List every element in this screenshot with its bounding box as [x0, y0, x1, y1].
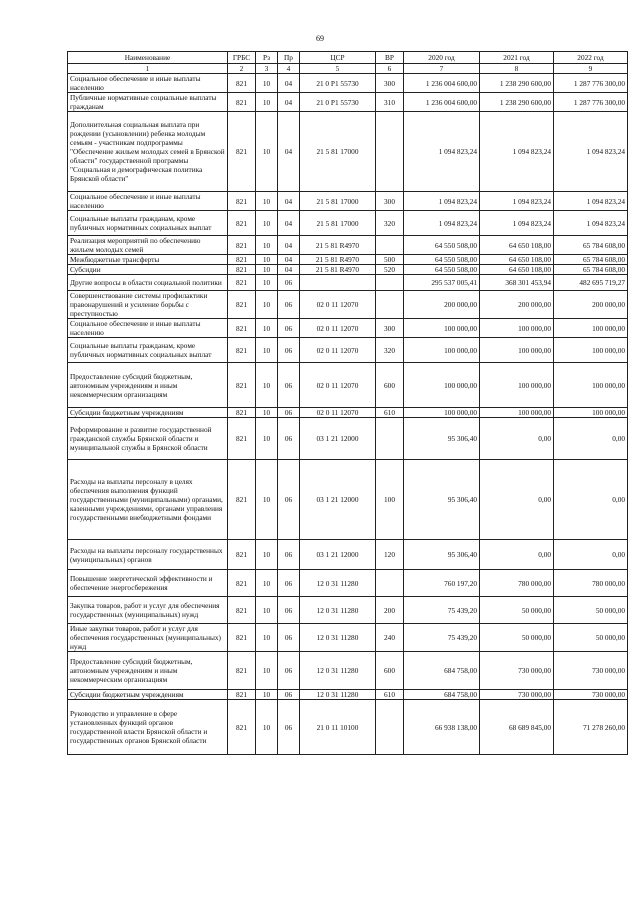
- col-pr-cell: 06: [278, 291, 300, 319]
- col-grbs-cell: 821: [228, 211, 256, 236]
- col-vr-cell: 240: [376, 624, 404, 652]
- col-2020-cell: 95 306,40: [404, 540, 480, 570]
- column-number: 3: [256, 64, 278, 74]
- col-pr-cell: 06: [278, 570, 300, 597]
- col-vr-cell: 600: [376, 652, 404, 690]
- col-pr-cell: 06: [278, 597, 300, 624]
- col-vr-cell: [376, 275, 404, 291]
- col-name-cell: Социальные выплаты гражданам, кроме публичных нормативных социальных выплат: [68, 211, 228, 236]
- col-2021-cell: 64 650 108,00: [480, 265, 554, 275]
- col-pr-cell: 06: [278, 690, 300, 700]
- col-name-cell: Социальное обеспечение и иные выплаты населению: [68, 74, 228, 93]
- col-2020-cell: 200 000,00: [404, 291, 480, 319]
- col-pr-cell: 04: [278, 211, 300, 236]
- col-2020-cell: 75 439,20: [404, 597, 480, 624]
- table-row: [68, 363, 628, 408]
- col-2022-cell: 730 000,00: [554, 690, 628, 700]
- col-2020-cell: 684 758,00: [404, 652, 480, 690]
- col-name-cell: Совершенствование системы профилактики правонарушений и усиление борьбы с преступностью: [68, 291, 228, 319]
- col-vr-cell: [376, 291, 404, 319]
- col-2021-cell: 0,00: [480, 540, 554, 570]
- col-2022-cell: 482 695 719,27: [554, 275, 628, 291]
- col-grbs-cell: 821: [228, 597, 256, 624]
- col-2020-cell: 66 938 138,00: [404, 700, 480, 755]
- table-row: [68, 418, 628, 460]
- col-2020-cell: 100 000,00: [404, 319, 480, 338]
- col-grbs-cell: 821: [228, 74, 256, 93]
- col-name-cell: Руководство и управление в сфере установленных функций органов государственной власти Брянской области и государственных органов Брянской области: [68, 700, 228, 755]
- col-csr-cell: 03 1 21 12000: [300, 460, 376, 540]
- col-csr-cell: 21 5 81 R4970: [300, 255, 376, 265]
- col-2020-cell: 64 550 508,00: [404, 265, 480, 275]
- col-vr-cell: 300: [376, 192, 404, 211]
- col-vr-cell: 610: [376, 690, 404, 700]
- col-grbs-cell: 821: [228, 460, 256, 540]
- col-name-cell: Социальное обеспечение и иные выплаты населению: [68, 192, 228, 211]
- table-row: [68, 275, 628, 291]
- col-2021-cell: 1 238 290 600,00: [480, 74, 554, 93]
- col-rz-cell: 10: [256, 363, 278, 408]
- col-2020-cell: 100 000,00: [404, 338, 480, 363]
- col-vr-cell: 320: [376, 211, 404, 236]
- col-name-cell: Субсидии бюджетным учреждениям: [68, 690, 228, 700]
- col-csr-cell: 12 0 31 11280: [300, 597, 376, 624]
- col-grbs-cell: 821: [228, 363, 256, 408]
- col-pr-cell: 04: [278, 255, 300, 265]
- col-2022-cell: 65 784 608,00: [554, 265, 628, 275]
- col-2020-cell: 1 094 823,24: [404, 211, 480, 236]
- col-vr-cell: [376, 236, 404, 255]
- table-row: [68, 291, 628, 319]
- col-rz-cell: 10: [256, 291, 278, 319]
- col-csr-cell: 21 5 81 17000: [300, 211, 376, 236]
- col-name-cell: Расходы на выплаты персоналу государственных (муниципальных) органов: [68, 540, 228, 570]
- col-2020-cell: 95 306,40: [404, 460, 480, 540]
- col-2020-cell: 684 758,00: [404, 690, 480, 700]
- col-vr-cell: [376, 570, 404, 597]
- column-number: 4: [278, 64, 300, 74]
- col-vr-cell: 520: [376, 265, 404, 275]
- table-row: [68, 255, 628, 265]
- col-csr-cell: 21 0 11 10100: [300, 700, 376, 755]
- col-2022-cell: 100 000,00: [554, 319, 628, 338]
- col-pr-cell: 04: [278, 192, 300, 211]
- col-2022-cell: 1 094 823,24: [554, 112, 628, 192]
- col-2022-cell: 1 094 823,24: [554, 211, 628, 236]
- col-2020-cell: 1 094 823,24: [404, 112, 480, 192]
- col-2020-cell: 100 000,00: [404, 408, 480, 418]
- col-2021-cell: 50 000,00: [480, 597, 554, 624]
- col-csr-cell: 02 0 11 12070: [300, 338, 376, 363]
- col-pr-cell: 06: [278, 338, 300, 363]
- col-vr-cell: 310: [376, 93, 404, 112]
- col-rz-cell: 10: [256, 74, 278, 93]
- col-rz-cell: 10: [256, 93, 278, 112]
- col-pr-cell: 06: [278, 275, 300, 291]
- col-pr-cell: 06: [278, 418, 300, 460]
- column-number: 9: [554, 64, 628, 74]
- col-csr-cell: 21 5 81 17000: [300, 192, 376, 211]
- col-2021-cell: 1 094 823,24: [480, 192, 554, 211]
- column-number: 8: [480, 64, 554, 74]
- col-pr-cell: 06: [278, 408, 300, 418]
- col-grbs-cell: 821: [228, 418, 256, 460]
- table-row: [68, 192, 628, 211]
- col-vr-cell: 120: [376, 540, 404, 570]
- col-rz-cell: 10: [256, 338, 278, 363]
- table-row: [68, 652, 628, 690]
- col-pr-cell: 04: [278, 74, 300, 93]
- col-vr-cell: 320: [376, 338, 404, 363]
- col-csr-cell: 21 5 81 R4970: [300, 236, 376, 255]
- col-rz-cell: 10: [256, 275, 278, 291]
- col-rz-cell: 10: [256, 624, 278, 652]
- col-2021-cell: 730 000,00: [480, 652, 554, 690]
- col-2021-cell: 100 000,00: [480, 319, 554, 338]
- col-2022-cell: 100 000,00: [554, 338, 628, 363]
- col-rz-cell: 10: [256, 418, 278, 460]
- col-2021-cell: 64 650 108,00: [480, 255, 554, 265]
- col-rz-cell: 10: [256, 540, 278, 570]
- col-pr-cell: 04: [278, 265, 300, 275]
- col-vr-cell: 600: [376, 363, 404, 408]
- col-name-cell: Дополнительная социальная выплата при рождении (усыновлении) ребенка молодым семьям - участникам подпрограммы "Обеспечение жильем молодых семей в Брянской области" государственной программы "Социальная и демографическая политика Брянской области": [68, 112, 228, 192]
- header-col-pr: Пр: [278, 52, 300, 64]
- col-2022-cell: 780 000,00: [554, 570, 628, 597]
- col-2022-cell: 100 000,00: [554, 363, 628, 408]
- col-csr-cell: 21 0 P1 55730: [300, 74, 376, 93]
- col-rz-cell: 10: [256, 460, 278, 540]
- col-pr-cell: 06: [278, 363, 300, 408]
- col-grbs-cell: 821: [228, 652, 256, 690]
- col-vr-cell: [376, 700, 404, 755]
- col-2020-cell: 295 537 005,41: [404, 275, 480, 291]
- column-number: 7: [404, 64, 480, 74]
- col-grbs-cell: 821: [228, 570, 256, 597]
- col-2022-cell: 65 784 608,00: [554, 236, 628, 255]
- col-name-cell: Реализация мероприятий по обеспечению жильем молодых семей: [68, 236, 228, 255]
- col-name-cell: Закупка товаров, работ и услуг для обеспечения государственных (муниципальных) нужд: [68, 597, 228, 624]
- col-2021-cell: 0,00: [480, 460, 554, 540]
- col-2020-cell: 100 000,00: [404, 363, 480, 408]
- col-2020-cell: 75 439,20: [404, 624, 480, 652]
- col-2022-cell: 200 000,00: [554, 291, 628, 319]
- col-grbs-cell: 821: [228, 319, 256, 338]
- table-row: [68, 74, 628, 93]
- col-csr-cell: 12 0 31 11280: [300, 570, 376, 597]
- col-csr-cell: 12 0 31 11280: [300, 652, 376, 690]
- col-name-cell: Другие вопросы в области социальной политики: [68, 275, 228, 291]
- col-grbs-cell: 821: [228, 408, 256, 418]
- col-rz-cell: 10: [256, 236, 278, 255]
- column-number: 6: [376, 64, 404, 74]
- col-rz-cell: 10: [256, 570, 278, 597]
- header-col-grbs: ГРБС: [228, 52, 256, 64]
- table-row: [68, 700, 628, 755]
- col-rz-cell: 10: [256, 690, 278, 700]
- table-row: [68, 597, 628, 624]
- col-2020-cell: 95 306,40: [404, 418, 480, 460]
- col-rz-cell: 10: [256, 255, 278, 265]
- col-name-cell: Расходы на выплаты персоналу в целях обеспечения выполнения функций государственными (муниципальными) органами, казенными учреждениями, органами управления государственными внебюджетными фондами: [68, 460, 228, 540]
- col-csr-cell: 02 0 11 12070: [300, 408, 376, 418]
- col-2021-cell: 780 000,00: [480, 570, 554, 597]
- col-2021-cell: 1 094 823,24: [480, 211, 554, 236]
- table-row: [68, 112, 628, 192]
- col-pr-cell: 06: [278, 319, 300, 338]
- col-2022-cell: 1 287 776 300,00: [554, 74, 628, 93]
- col-grbs-cell: 821: [228, 112, 256, 192]
- col-2020-cell: 64 550 508,00: [404, 236, 480, 255]
- table-row: [68, 460, 628, 540]
- col-2020-cell: 64 550 508,00: [404, 255, 480, 265]
- col-grbs-cell: 821: [228, 255, 256, 265]
- col-vr-cell: 500: [376, 255, 404, 265]
- col-2021-cell: 50 000,00: [480, 624, 554, 652]
- col-2021-cell: 1 238 290 600,00: [480, 93, 554, 112]
- col-2022-cell: 1 287 776 300,00: [554, 93, 628, 112]
- col-vr-cell: 100: [376, 460, 404, 540]
- col-pr-cell: 04: [278, 112, 300, 192]
- col-pr-cell: 06: [278, 540, 300, 570]
- col-2021-cell: 100 000,00: [480, 408, 554, 418]
- col-2022-cell: 730 000,00: [554, 652, 628, 690]
- header-row: [68, 52, 628, 64]
- col-csr-cell: 12 0 31 11280: [300, 690, 376, 700]
- col-2022-cell: 50 000,00: [554, 597, 628, 624]
- col-rz-cell: 10: [256, 408, 278, 418]
- budget-table: [67, 51, 628, 755]
- col-rz-cell: 10: [256, 211, 278, 236]
- header-col-csr: ЦСР: [300, 52, 376, 64]
- header-col-name: Наименование: [68, 52, 228, 64]
- col-grbs-cell: 821: [228, 624, 256, 652]
- col-2022-cell: 100 000,00: [554, 408, 628, 418]
- table-row: [68, 211, 628, 236]
- col-2021-cell: 730 000,00: [480, 690, 554, 700]
- col-pr-cell: 06: [278, 460, 300, 540]
- col-grbs-cell: 821: [228, 700, 256, 755]
- header-col-2022: 2022 год: [554, 52, 628, 64]
- col-csr-cell: 21 5 81 17000: [300, 112, 376, 192]
- table-row: [68, 570, 628, 597]
- col-grbs-cell: 821: [228, 690, 256, 700]
- col-csr-cell: [300, 275, 376, 291]
- col-csr-cell: 21 0 P1 55730: [300, 93, 376, 112]
- col-rz-cell: 10: [256, 319, 278, 338]
- column-number: 1: [68, 64, 228, 74]
- col-grbs-cell: 821: [228, 265, 256, 275]
- col-vr-cell: 200: [376, 597, 404, 624]
- col-2021-cell: 1 094 823,24: [480, 112, 554, 192]
- col-name-cell: Публичные нормативные социальные выплаты гражданам: [68, 93, 228, 112]
- col-name-cell: Предоставление субсидий бюджетным, автономным учреждениям и иным некоммерческим организациям: [68, 363, 228, 408]
- col-vr-cell: [376, 112, 404, 192]
- col-rz-cell: 10: [256, 700, 278, 755]
- col-name-cell: Социальные выплаты гражданам, кроме публичных нормативных социальных выплат: [68, 338, 228, 363]
- table-body: [68, 74, 628, 755]
- col-name-cell: Межбюджетные трансферты: [68, 255, 228, 265]
- header-col-rz: Рз: [256, 52, 278, 64]
- col-2022-cell: 0,00: [554, 540, 628, 570]
- col-csr-cell: 12 0 31 11280: [300, 624, 376, 652]
- col-2021-cell: 200 000,00: [480, 291, 554, 319]
- col-vr-cell: 300: [376, 319, 404, 338]
- col-csr-cell: 03 1 21 12000: [300, 418, 376, 460]
- col-pr-cell: 06: [278, 624, 300, 652]
- col-name-cell: Субсидии: [68, 265, 228, 275]
- col-2022-cell: 65 784 608,00: [554, 255, 628, 265]
- col-csr-cell: 02 0 11 12070: [300, 319, 376, 338]
- col-csr-cell: 02 0 11 12070: [300, 363, 376, 408]
- col-grbs-cell: 821: [228, 93, 256, 112]
- col-2021-cell: 100 000,00: [480, 363, 554, 408]
- col-2020-cell: 1 236 004 600,00: [404, 93, 480, 112]
- col-2021-cell: 0,00: [480, 418, 554, 460]
- table-row: [68, 408, 628, 418]
- table-row: [68, 690, 628, 700]
- table-row: [68, 319, 628, 338]
- table-row: [68, 338, 628, 363]
- col-2022-cell: 50 000,00: [554, 624, 628, 652]
- col-2022-cell: 71 278 260,00: [554, 700, 628, 755]
- col-2022-cell: 0,00: [554, 460, 628, 540]
- col-grbs-cell: 821: [228, 540, 256, 570]
- table-row: [68, 93, 628, 112]
- col-rz-cell: 10: [256, 652, 278, 690]
- col-name-cell: Субсидии бюджетным учреждениям: [68, 408, 228, 418]
- col-csr-cell: 21 5 81 R4970: [300, 265, 376, 275]
- col-rz-cell: 10: [256, 265, 278, 275]
- col-vr-cell: 300: [376, 74, 404, 93]
- col-name-cell: Социальное обеспечение и иные выплаты населению: [68, 319, 228, 338]
- page-number: 69: [316, 34, 324, 43]
- col-rz-cell: 10: [256, 112, 278, 192]
- col-rz-cell: 10: [256, 192, 278, 211]
- col-name-cell: Предоставление субсидий бюджетным, автономным учреждениям и иным некоммерческим организациям: [68, 652, 228, 690]
- col-2020-cell: 1 236 004 600,00: [404, 74, 480, 93]
- col-2021-cell: 68 689 845,00: [480, 700, 554, 755]
- col-grbs-cell: 821: [228, 236, 256, 255]
- header-col-2020: 2020 год: [404, 52, 480, 64]
- col-grbs-cell: 821: [228, 192, 256, 211]
- col-name-cell: Повышение энергетической эффективности и обеспечение энергосбережения: [68, 570, 228, 597]
- table-row: [68, 540, 628, 570]
- col-csr-cell: 03 1 21 12000: [300, 540, 376, 570]
- col-grbs-cell: 821: [228, 338, 256, 363]
- col-2021-cell: 100 000,00: [480, 338, 554, 363]
- header-col-vr: ВР: [376, 52, 404, 64]
- col-rz-cell: 10: [256, 597, 278, 624]
- col-2020-cell: 760 197,20: [404, 570, 480, 597]
- col-vr-cell: 610: [376, 408, 404, 418]
- col-2022-cell: 0,00: [554, 418, 628, 460]
- col-pr-cell: 04: [278, 93, 300, 112]
- col-name-cell: Иные закупки товаров, работ и услуг для обеспечения государственных (муниципальных) нужд: [68, 624, 228, 652]
- col-pr-cell: 06: [278, 652, 300, 690]
- col-2020-cell: 1 094 823,24: [404, 192, 480, 211]
- table-row: [68, 236, 628, 255]
- column-number: 5: [300, 64, 376, 74]
- table-row: [68, 624, 628, 652]
- col-vr-cell: [376, 418, 404, 460]
- header-col-2021: 2021 год: [480, 52, 554, 64]
- col-pr-cell: 04: [278, 236, 300, 255]
- column-number: 2: [228, 64, 256, 74]
- col-2021-cell: 368 301 453,94: [480, 275, 554, 291]
- col-csr-cell: 02 0 11 12070: [300, 291, 376, 319]
- col-pr-cell: 06: [278, 700, 300, 755]
- col-name-cell: Реформирование и развитие государственной гражданской службы Брянской области и муниципальной службы в Брянской области: [68, 418, 228, 460]
- col-2021-cell: 64 650 108,00: [480, 236, 554, 255]
- col-2022-cell: 1 094 823,24: [554, 192, 628, 211]
- col-grbs-cell: 821: [228, 291, 256, 319]
- col-grbs-cell: 821: [228, 275, 256, 291]
- column-numbers-row: [68, 64, 628, 74]
- table-row: [68, 265, 628, 275]
